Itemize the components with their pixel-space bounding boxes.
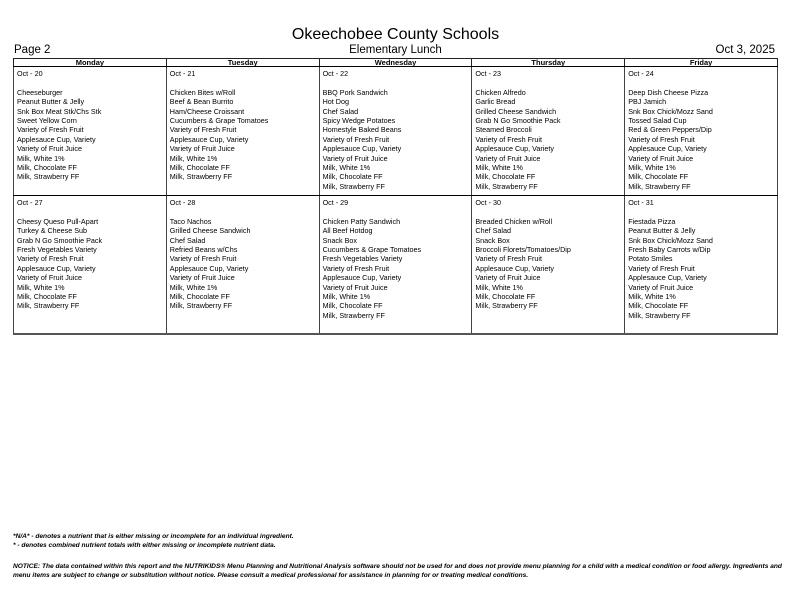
- day-cell: [625, 67, 778, 196]
- menu-item: Variety of Fresh Fruit: [322, 134, 390, 144]
- menu-item: Applesauce Cup, Variety: [475, 263, 554, 273]
- menu-item: Refried Beans w/Chs: [169, 245, 238, 255]
- menu-item: Fiestada Pizza: [628, 216, 676, 226]
- day-cell: [319, 67, 472, 196]
- menu-item: Ham/Cheese Croissant: [169, 106, 245, 116]
- day-cell: [625, 196, 778, 335]
- menu-item: All Beef Hotdog: [322, 226, 373, 236]
- menu-item: Milk, Chocolate FF: [169, 292, 230, 302]
- day-header-row: [14, 59, 778, 67]
- menu-item: Grilled Cheese Sandwich: [169, 226, 251, 236]
- menu-item: Milk, Chocolate FF: [628, 301, 689, 311]
- menu-item: Grab N Go Smoothie Pack: [17, 235, 103, 245]
- menu-item: Applesauce Cup, Variety: [17, 134, 96, 144]
- day-cell: [14, 67, 167, 196]
- menu-item: Applesauce Cup, Variety: [169, 263, 249, 273]
- menu-item: Milk, Chocolate FF: [475, 292, 536, 302]
- menu-item: Milk, White 1%: [17, 153, 65, 163]
- menu-item: Applesauce Cup, Variety: [628, 144, 707, 154]
- menu-item: Potato Smiles: [628, 254, 673, 264]
- menu-item: Variety of Fresh Fruit: [17, 254, 84, 264]
- menu-item: Garlic Bread: [475, 97, 516, 107]
- menu-item: Grilled Cheese Sandwich: [475, 106, 557, 116]
- column-header-monday: Monday: [14, 59, 167, 67]
- menu-item: Variety of Fruit Juice: [169, 273, 235, 283]
- column-header-thursday: Thursday: [472, 59, 625, 67]
- menu-item: Chef Salad: [322, 106, 359, 116]
- day-cell: [166, 67, 319, 196]
- menu-item: Variety of Fruit Juice: [628, 282, 694, 292]
- menu-item: Peanut Butter & Jelly: [17, 97, 85, 107]
- menu-item: Variety of Fruit Juice: [169, 144, 235, 154]
- menu-item: Milk, White 1%: [475, 282, 523, 292]
- menu-item: Applesauce Cup, Variety: [628, 273, 707, 283]
- menu-item: Milk, Chocolate FF: [17, 292, 77, 302]
- menu-calendar-table: [13, 58, 778, 335]
- menu-subtitle: Elementary Lunch: [349, 44, 442, 56]
- menu-item: Variety of Fresh Fruit: [475, 134, 542, 144]
- footnote-asterisk: * - denotes combined nutrient totals with either missing or incomplete nutrient data.: [13, 542, 276, 549]
- day-cell: [472, 196, 625, 335]
- menu-item: Milk, Strawberry FF: [475, 301, 538, 311]
- menu-item: Milk, Chocolate FF: [628, 172, 689, 182]
- menu-item: BBQ Pork Sandwich: [322, 87, 388, 97]
- day-date: Oct - 24: [628, 69, 654, 78]
- menu-item: Chicken Patty Sandwich: [322, 216, 401, 226]
- menu-item: Chicken Alfredo: [475, 87, 526, 97]
- week-row: [14, 67, 778, 196]
- day-cell: [166, 196, 319, 335]
- day-date: Oct - 31: [628, 198, 654, 207]
- day-cell: [14, 196, 167, 335]
- day-date: Oct - 23: [475, 69, 501, 78]
- menu-item: Steamed Broccoli: [475, 125, 532, 135]
- menu-item: Turkey & Cheese Sub: [17, 226, 88, 236]
- menu-item: Milk, Strawberry FF: [17, 172, 80, 182]
- menu-item: Milk, Strawberry FF: [322, 181, 385, 191]
- menu-item: PBJ Jamich: [628, 97, 667, 107]
- menu-item: Milk, Strawberry FF: [628, 181, 691, 191]
- menu-item: Milk, Chocolate FF: [475, 172, 536, 182]
- column-header-tuesday: Tuesday: [166, 59, 319, 67]
- menu-item: Applesauce Cup, Variety: [17, 263, 96, 273]
- menu-item: Snk Box Chick/Mozz Sand: [628, 235, 713, 245]
- menu-item: Variety of Fruit Juice: [322, 282, 388, 292]
- menu-item: Broccoli Florets/Tomatoes/Dip: [475, 245, 571, 255]
- day-date: Oct - 28: [169, 198, 196, 207]
- menu-item: Chicken Bites w/Roll: [169, 87, 236, 97]
- menu-item: Variety of Fresh Fruit: [17, 125, 84, 135]
- menu-item: Snk Box Meat Stk/Chs Stk: [17, 106, 102, 116]
- day-date: Oct - 21: [169, 69, 196, 78]
- page-number: Page 2: [14, 44, 51, 56]
- menu-item: Milk, Chocolate FF: [322, 172, 383, 182]
- menu-item: Cheesy Queso Pull-Apart: [17, 216, 99, 226]
- menu-item: Beef & Bean Burrito: [169, 97, 234, 107]
- menu-item: Taco Nachos: [169, 216, 212, 226]
- menu-item: Variety of Fresh Fruit: [322, 263, 390, 273]
- menu-item: Fresh Vegetables Variety: [322, 254, 403, 264]
- menu-item: Milk, Chocolate FF: [322, 301, 383, 311]
- menu-item: Applesauce Cup, Variety: [169, 134, 249, 144]
- menu-item: Milk, Strawberry FF: [169, 172, 233, 182]
- menu-item: Snack Box: [475, 235, 510, 245]
- menu-item: Milk, Chocolate FF: [17, 163, 77, 173]
- menu-item: Chef Salad: [475, 226, 511, 236]
- menu-item: Cheeseburger: [17, 87, 63, 97]
- menu-item: Milk, Strawberry FF: [628, 310, 691, 320]
- menu-item: Red & Green Peppers/Dip: [628, 125, 712, 135]
- document-title: Okeechobee County Schools: [291, 26, 500, 43]
- menu-item: Variety of Fruit Juice: [17, 273, 82, 283]
- menu-item: Cucumbers & Grape Tomatoes: [322, 245, 422, 255]
- menu-item: Snk Box Chick/Mozz Sand: [628, 106, 713, 116]
- menu-item: Tossed Salad Cup: [628, 116, 687, 126]
- menu-item: Homestyle Baked Beans: [322, 125, 402, 135]
- menu-item: Milk, White 1%: [169, 282, 218, 292]
- day-cell: [472, 67, 625, 196]
- day-date: Oct - 20: [17, 69, 43, 78]
- menu-item: Milk, Strawberry FF: [475, 181, 538, 191]
- menu-item: Chef Salad: [169, 235, 206, 245]
- menu-item: Grab N Go Smoothie Pack: [475, 116, 561, 126]
- day-date: Oct - 22: [322, 69, 349, 78]
- menu-item: Spicy Wedge Potatoes: [322, 116, 396, 126]
- menu-item: Variety of Fresh Fruit: [475, 254, 542, 264]
- menu-item: Milk, Strawberry FF: [322, 310, 385, 320]
- day-date: Oct - 27: [17, 198, 43, 207]
- menu-item: Applesauce Cup, Variety: [322, 144, 402, 154]
- menu-item: Fresh Baby Carrots w/Dip: [628, 245, 711, 255]
- menu-item: Milk, White 1%: [628, 163, 676, 173]
- menu-item: Deep Dish Cheese Pizza: [628, 87, 709, 97]
- menu-item: Variety of Fresh Fruit: [628, 263, 695, 273]
- menu-item: Hot Dog: [322, 97, 349, 107]
- menu-item: Peanut Butter & Jelly: [628, 226, 696, 236]
- menu-item: Breaded Chicken w/Roll: [475, 216, 553, 226]
- menu-item: Variety of Fresh Fruit: [628, 134, 695, 144]
- menu-item: Milk, White 1%: [17, 282, 65, 292]
- menu-item: Variety of Fruit Juice: [475, 273, 541, 283]
- menu-item: Milk, Strawberry FF: [17, 301, 80, 311]
- menu-item: Applesauce Cup, Variety: [475, 144, 554, 154]
- menu-item: Applesauce Cup, Variety: [322, 273, 402, 283]
- menu-item: Variety of Fruit Juice: [322, 153, 388, 163]
- footnote-na: *N/A* - denotes a nutrient that is either missing or incomplete for an individual ingredient.: [13, 533, 294, 540]
- column-header-wednesday: Wednesday: [319, 59, 472, 67]
- report-date: Oct 3, 2025: [715, 44, 775, 56]
- menu-item: Sweet Yellow Corn: [17, 116, 77, 126]
- day-cell: [319, 196, 472, 335]
- day-date: Oct - 30: [475, 198, 501, 207]
- menu-item: Fresh Vegetables Variety: [17, 245, 97, 255]
- menu-item: Milk, Strawberry FF: [169, 301, 233, 311]
- menu-item: Milk, White 1%: [169, 153, 218, 163]
- menu-item: Milk, White 1%: [628, 292, 676, 302]
- menu-item: Variety of Fresh Fruit: [169, 125, 237, 135]
- week-row: [14, 196, 778, 335]
- footnotes: [13, 532, 294, 550]
- menu-item: Milk, Chocolate FF: [169, 163, 230, 173]
- medical-notice: NOTICE: The data contained within this report and the NUTRIKIDS® Menu Planning and Nutritional Analysis software should not be used for and does not provide menu planning for a child with a medical condition or food allergy. Ingredients and menu items are subject to change or substitution without notice. Please consult a medical professional for assistance in planning for or treating medical conditions.: [13, 563, 782, 579]
- menu-item: Snack Box: [322, 235, 357, 245]
- menu-item: Milk, White 1%: [475, 163, 523, 173]
- menu-item: Milk, White 1%: [322, 292, 371, 302]
- column-header-friday: Friday: [625, 59, 778, 67]
- menu-item: Milk, White 1%: [322, 163, 371, 173]
- menu-item: Variety of Fresh Fruit: [169, 254, 237, 264]
- menu-item: Cucumbers & Grape Tomatoes: [169, 116, 269, 126]
- menu-item: Variety of Fruit Juice: [628, 153, 694, 163]
- menu-item: Variety of Fruit Juice: [17, 144, 82, 154]
- menu-item: Variety of Fruit Juice: [475, 153, 541, 163]
- day-date: Oct - 29: [322, 198, 349, 207]
